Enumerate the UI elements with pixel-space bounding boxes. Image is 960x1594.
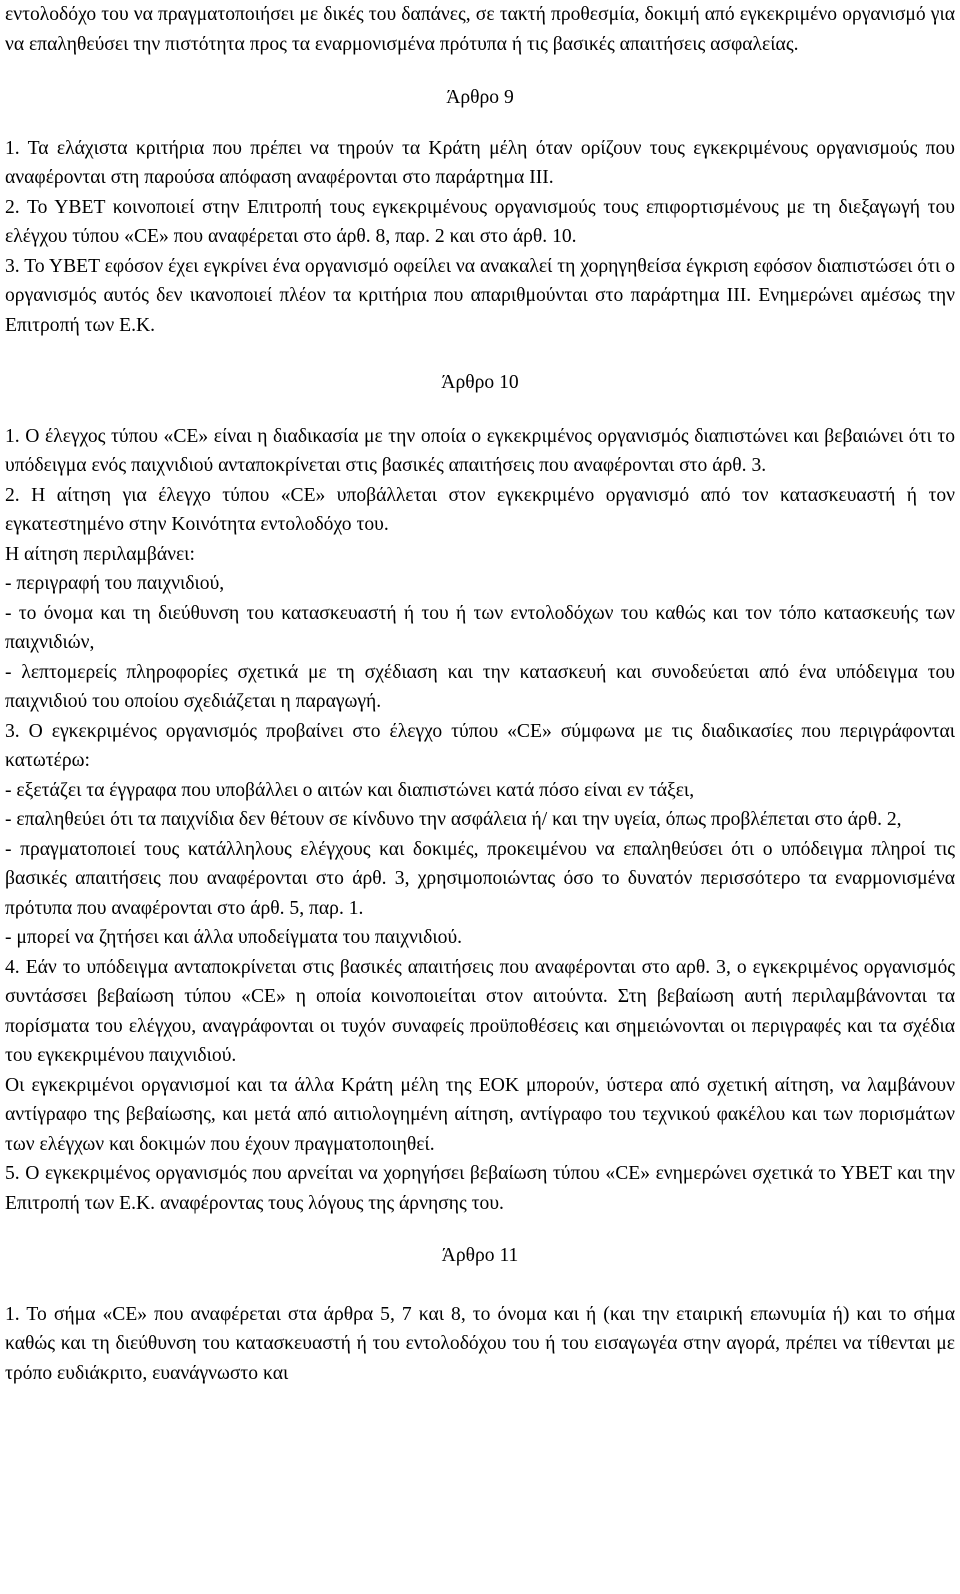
article-11-paragraph-1: 1. Το σήμα «CE» που αναφέρεται στα άρθρα 5, 7 και 8, το όνομα και ή (και την εταιρική επωνυμία ή) και το σήμα καθώς και τη διεύθυνση του κατασκευαστή ή του εντολοδόχου του ή του εισαγωγέα στην αγορά, πρέπει να τίθενται με τρόπο ευδιάκριτο, ευανάγνωστο και xyxy=(5,1303,955,1384)
article-10-list-item: - λεπτομερείς πληροφορίες σχετικά με τη σχέδιαση και την κατασκευή και συνοδεύεται από ένα υπόδειγμα του παιχνιδιού του οποίου σχεδιάζεται η παραγωγή. xyxy=(5,661,955,712)
article-9-title: Άρθρο 9 xyxy=(446,87,514,108)
article-9-paragraph-1: 1. Τα ελάχιστα κριτήρια που πρέπει να τηρούν τα Κράτη μέλη όταν ορίζουν τους εγκεκριμένους οργανισμούς που αναφέρονται στη παρούσα απόφαση αναφέρονται στο παράρτημα ΙΙΙ. xyxy=(5,137,955,188)
article-10-list-item: - μπορεί να ζητήσει και άλλα υποδείγματα του παιχνιδιού. xyxy=(5,927,463,948)
article-10-paragraph-4-continued: Οι εγκεκριμένοι οργανισμοί και τα άλλα Κράτη μέλη της ΕΟΚ μπορούν, ύστερα από σχετική αίτηση, να λαμβάνουν αντίγραφο της βεβαίωσης, και μετά από αιτιολογημένη αίτηση, αντίγραφο του τεχνικού φακέλου και των πορισμάτων των ελέγχων και δοκιμών που έχουν πραγματοποιηθεί. xyxy=(5,1074,955,1155)
article-10-paragraph-4: 4. Εάν το υπόδειγμα ανταποκρίνεται στις βασικές απαιτήσεις που αναφέρονται στο αρθ. 3, ο εγκεκριμένος οργανισμός συντάσσει βεβαίωση τύπου «CE» η οποία κοινοποιείται στον αιτούντα. Στη βεβαίωση αυτή περιλαμβάνονται τα πορίσματα του ελέγχου, αναγράφονται οι τυχόν συναφείς προϋποθέσεις και σημειώνονται οι περιγραφές και τα σχέδια του εγκεκριμένου παιχνιδιού. xyxy=(5,956,955,1066)
article-9-paragraph-2: 2. Το ΥΒΕΤ κοινοποιεί στην Επιτροπή τους εγκεκριμένους οργανισμούς τους επιφορτισμένους με τη διεξαγωγή του ελέγχου τύπου «CE» που αναφέρεται στο άρθ. 8, παρ. 2 και στο άρθ. 10. xyxy=(5,196,955,247)
article-11-title: Άρθρο 11 xyxy=(441,1245,519,1266)
intro-paragraph: εντολοδόχο του να πραγματοποιήσει με δικές του δαπάνες, σε τακτή προθεσμία, δοκιμή από εγκεκριμένο οργανισμό για να επαληθεύσει την πιστότητα προς τα εναρμονισμένα πρότυπα ή τις βασικές απαιτήσεις ασφαλείας. xyxy=(5,4,955,55)
article-9-paragraph-3: 3. Το ΥΒΕΤ εφόσον έχει εγκρίνει ένα οργανισμό οφείλει να ανακαλεί τη χορηγηθείσα έγκριση εφόσον διαπιστώσει ότι ο οργανισμός αυτός δεν ικανοποιεί πλέον τα κριτήρια που απαριθμούνται στο παράρτημα ΙΙΙ. Ενημερώνει αμέσως την Επιτροπή των Ε.Κ. xyxy=(5,255,955,336)
article-10-list-item: - περιγραφή του παιχνιδιού, xyxy=(5,573,225,594)
document-page xyxy=(5,0,955,1388)
article-10-list-item: - πραγματοποιεί τους κατάλληλους ελέγχους και δοκιμές, προκειμένου να επαληθεύσει ότι ο υπόδειγμα πληροί τις βασικές απαιτήσεις που αναφέρονται στο άρθ. 3, χρησιμοποιώντας όσο το δυνατόν περισσότερο τα εναρμονισμένα πρότυπα που αναφέρονται στο άρθ. 5, παρ. 1. xyxy=(5,838,955,919)
article-10-application-intro: Η αίτηση περιλαμβάνει: xyxy=(5,543,195,565)
article-10-paragraph-1: 1. Ο έλεγχος τύπου «CE» είναι η διαδικασία με την οποία ο εγκεκριμένος οργανισμός διαπιστώνει και βεβαιώνει ότι το υπόδειγμα ενός παιχνιδιού ανταποκρίνεται στις βασικές απαιτήσεις που αναφέρονται στο άρθ. 3. xyxy=(5,425,955,476)
article-10-paragraph-2: 2. Η αίτηση για έλεγχο τύπου «CE» υποβάλλεται στον εγκεκριμένο οργανισμό από τον κατασκευαστή ή τον εγκατεστημένο στην Κοινότητα εντολοδόχο του. xyxy=(5,484,955,535)
article-10-list-item: - εξετάζει τα έγγραφα που υποβάλλει ο αιτών και διαπιστώνει κατά πόσο είναι εν τάξει, xyxy=(5,779,695,801)
article-10-list-item: - το όνομα και τη διεύθυνση του κατασκευαστή ή του ή των εντολοδόχων του καθώς και τον τόπο κατασκευής των παιχνιδιών, xyxy=(5,602,955,653)
article-10-list-item: - επαληθεύει ότι τα παιχνίδια δεν θέτουν σε κίνδυνο την ασφάλεια ή/ και την υγεία, όπως προβλέπεται στο άρθ. 2, xyxy=(5,809,902,830)
article-10-paragraph-3: 3. Ο εγκεκριμένος οργανισμός προβαίνει στο έλεγχο τύπου «CE» σύμφωνα με τις διαδικασίες που περιγράφονται κατωτέρω: xyxy=(5,720,955,771)
article-10-title: Άρθρο 10 xyxy=(441,372,519,393)
article-10-paragraph-5: 5. Ο εγκεκριμένος οργανισμός που αρνείται να χορηγήσει βεβαίωση τύπου «CE» ενημερώνει σχετικά το ΥΒΕΤ και την Επιτροπή των Ε.Κ. αναφέροντας τους λόγους της άρνησης του. xyxy=(5,1163,955,1214)
